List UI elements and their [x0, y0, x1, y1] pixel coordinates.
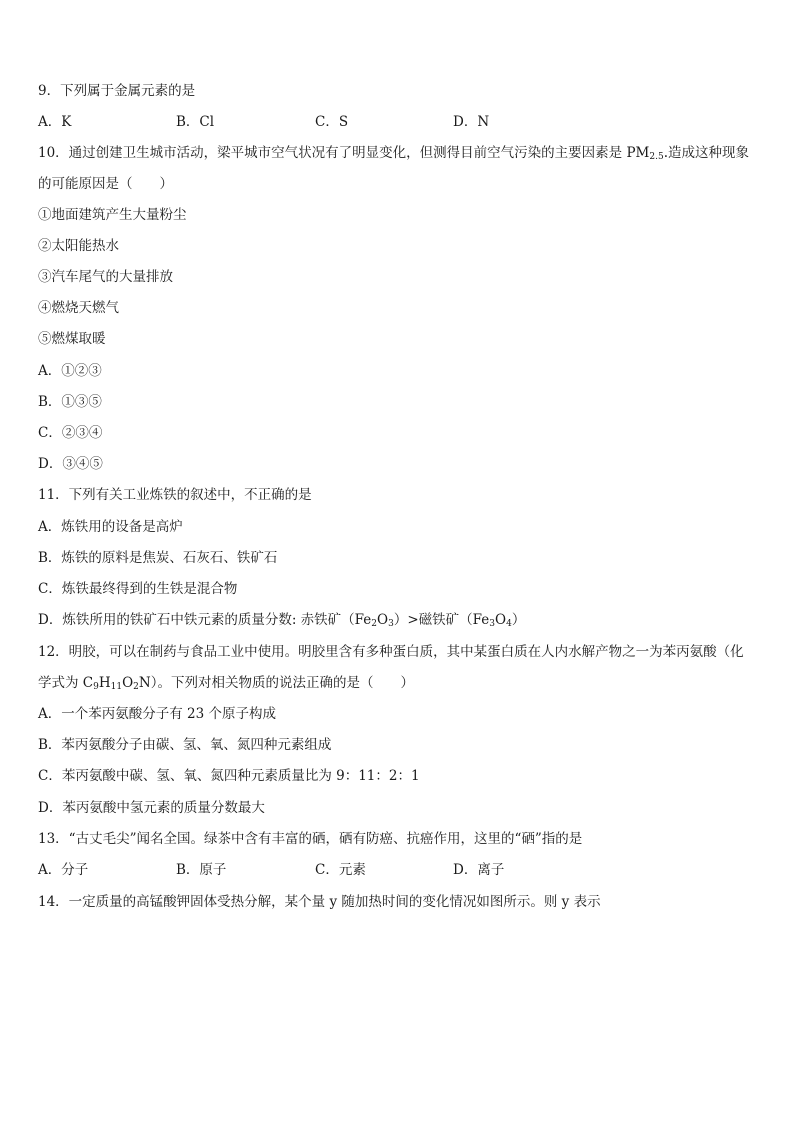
q9-option-a: A．K [38, 114, 72, 130]
q13-option-a: A．分子 [38, 862, 89, 878]
q10-stem-subscript: 2.5 [649, 152, 664, 162]
question-12-stem-line2 [38, 674, 414, 692]
q11-option-d [38, 611, 525, 629]
q9-option-b: B．Cl [176, 114, 215, 130]
q12-stem-subscript: 2 [133, 682, 139, 692]
q12-stem-part: N）。下列对相关物质的说法正确的是（ ） [138, 675, 414, 691]
q11-option-c: C．炼铁最终得到的生铁是混合物 [38, 581, 238, 597]
question-10-stem [38, 144, 749, 162]
question-12-stem: 12．明胶，可以在制药与食品工业中使用。明胶里含有多种蛋白质，其中某蛋白质在人内水解产物之一为苯丙氨酸（化 [38, 644, 744, 660]
q11-d-part: ） [511, 612, 526, 628]
q11-option-a: A．炼铁用的设备是高炉 [38, 519, 183, 535]
q9-option-c: C．S [315, 114, 349, 130]
q12-stem-subscript: 11 [110, 682, 123, 692]
q12-option-a: A．一个苯丙氨酸分子有 23 个原子构成 [38, 706, 277, 722]
q10-option-c: C．②③④ [38, 425, 103, 441]
question-9-stem: 9．下列属于金属元素的是 [38, 83, 196, 99]
q13-option-c: C．元素 [315, 862, 366, 878]
q11-d-part: O [495, 612, 507, 628]
q13-option-b: B．原子 [176, 862, 227, 878]
q11-d-part: D．炼铁所用的铁矿石中铁元素的质量分数: 赤铁矿（Fe [38, 612, 372, 628]
q10-item-1: ①地面建筑产生大量粉尘 [38, 207, 187, 223]
q11-d-subscript: 3 [388, 619, 394, 629]
question-14-stem: 14．一定质量的高锰酸钾固体受热分解，某个量 y 随加热时间的变化情况如图所示。则 y 表示 [38, 894, 601, 910]
q10-item-4: ④燃烧天燃气 [38, 300, 119, 316]
q10-item-2: ②太阳能热水 [38, 238, 119, 254]
q13-option-d: D．离子 [453, 862, 505, 878]
q10-option-b: B．①③⑤ [38, 394, 102, 410]
q10-stem-part: 10．通过创建卫生城市活动，梁平城市空气状况有了明显变化，但测得目前空气污染的主要因素是 PM [38, 145, 650, 161]
q12-stem-subscript: 9 [93, 682, 99, 692]
q9-option-d: D．N [453, 114, 490, 130]
q11-option-b: B．炼铁的原料是焦炭、石灰石、铁矿石 [38, 550, 278, 566]
q10-stem-part: .造成这种现象 [663, 145, 749, 161]
q12-option-d: D．苯丙氨酸中氢元素的质量分数最大 [38, 800, 265, 816]
q12-option-b: B．苯丙氨酸分子由碳、氢、氧、氮四种元素组成 [38, 737, 332, 753]
q11-d-subscript: 4 [506, 619, 512, 629]
q10-item-5: ⑤燃煤取暖 [38, 331, 106, 347]
q11-d-subscript: 3 [489, 619, 495, 629]
q10-item-3: ③汽车尾气的大量排放 [38, 269, 173, 285]
q12-stem-part: 学式为 C [38, 675, 94, 691]
question-10-stem-line2: 的可能原因是（ ） [38, 176, 173, 192]
q11-d-part: O [377, 612, 389, 628]
q10-option-a: A．①②③ [38, 363, 102, 379]
question-11-stem: 11．下列有关工业炼铁的叙述中，不正确的是 [38, 487, 312, 503]
q12-stem-part: O [122, 675, 134, 691]
q11-d-subscript: 2 [371, 619, 378, 629]
question-13-stem: 13．“古丈毛尖”闻名全国。绿茶中含有丰富的硒，硒有防癌、抗癌作用，这里的“硒”指的是 [38, 831, 583, 847]
q11-d-part: ）>磁铁矿（Fe [393, 612, 490, 628]
q12-option-c: C．苯丙氨酸中碳、氢、氧、氮四种元素质量比为 9：11：2：1 [38, 768, 420, 784]
q12-stem-part: H [98, 675, 111, 691]
q10-option-d: D．③④⑤ [38, 456, 103, 472]
